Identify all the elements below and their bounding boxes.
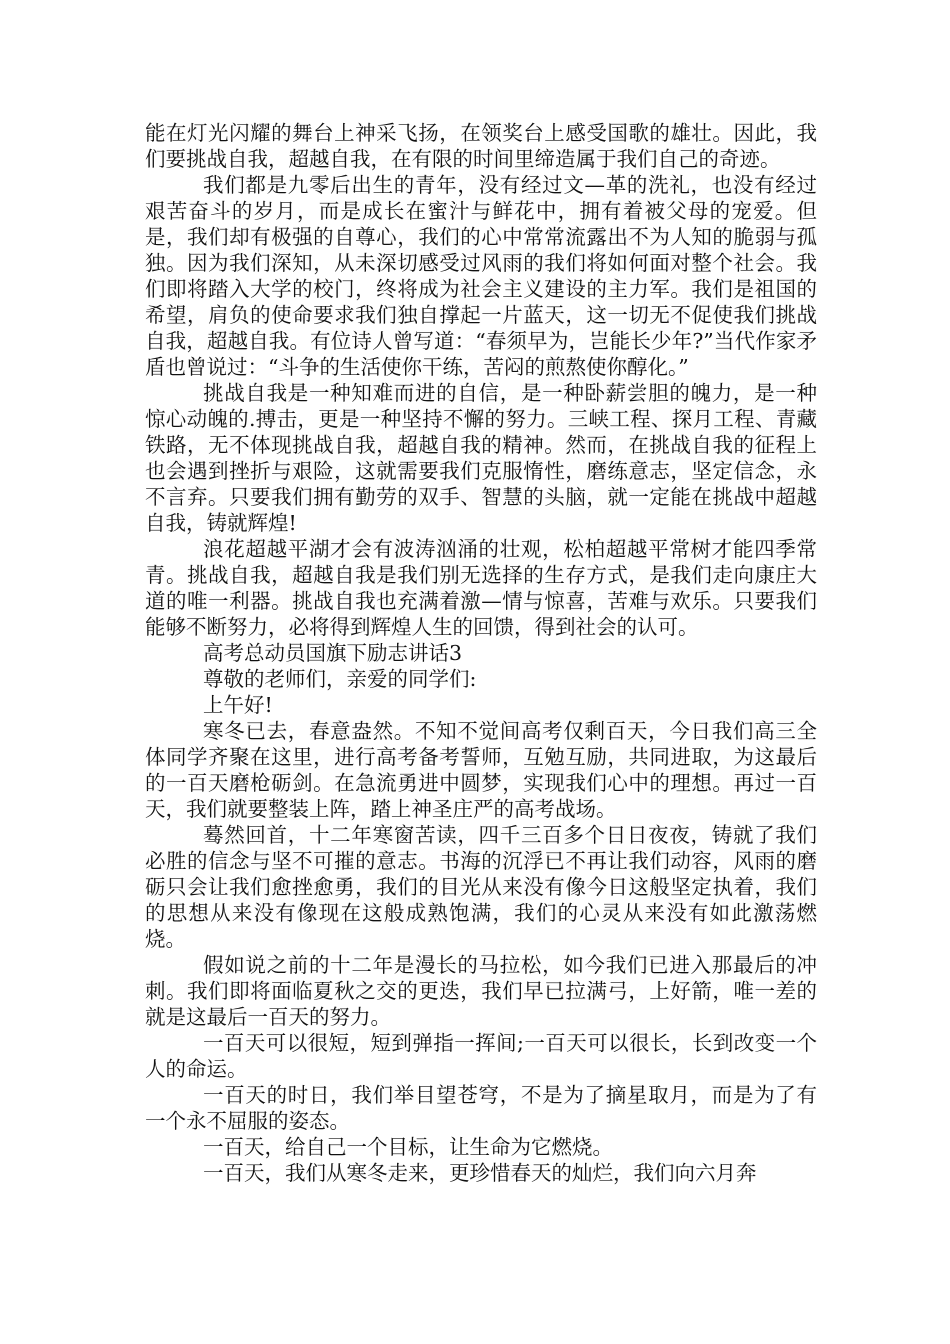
salutation: 尊敬的老师们，亲爱的同学们: [203, 667, 477, 691]
paragraph-3: 挑战自我是一种知难而进的自信，是一种卧薪尝胆的魄力，是一种惊心动魄的.搏击，更是一种坚持不懈的努力。三峡工程、探月工程、青藏铁路，无不体现挑战自我，超越自我的精神。然而，在挑战自我的征程上也会遇到挫折与艰险，这就需要我们克服惰性，磨练意志，坚定信念，永不言弃。只要我们拥有勤劳的双手、智慧的头脑，就一定能在挑战中超越自我，铸就辉煌! [145, 381, 817, 535]
paragraph-7: 假如说之前的十二年是漫长的马拉松，如今我们已进入那最后的冲刺。我们即将面临夏秋之交的更迭，我们早已拉满弓，上好箭，唯一差的就是这最后一百天的努力。 [145, 953, 817, 1029]
paragraph-1: 能在灯光闪耀的舞台上神采飞扬，在领奖台上感受国歌的雄壮。因此，我们要挑战自我，超越自我，在有限的时间里缔造属于我们自己的奇迹。 [145, 121, 817, 171]
paragraph-2: 我们都是九零后出生的青年，没有经过文—革的洗礼，也没有经过艰苦奋斗的岁月，而是成长在蜜汁与鲜花中，拥有着被父母的宠爱。但是，我们却有极强的自尊心，我们的心中常常流露出不为人知的脆弱与孤独。因为我们深知，从未深切感受过风雨的我们将如何面对整个社会。我们即将踏入大学的校门，终将成为社会主义建设的主力军。我们是祖国的希望，肩负的使命要求我们独自撑起一片蓝天，这一切无不促使我们挑战自我，超越自我。有位诗人曾写道：“春须早为，岂能长少年?”当代作家矛盾也曾说过：“斗争的生活使你干练，苦闷的煎熬使你醇化。” [145, 173, 817, 379]
paragraph-9: 一百天的时日，我们举目望苍穹，不是为了摘星取月，而是为了有一个永不屈服的姿态。 [145, 1083, 817, 1133]
paragraph-10: 一百天，给自己一个目标，让生命为它燃烧。 [203, 1135, 613, 1159]
paragraph-4: 浪花超越平湖才会有波涛汹涌的壮观，松柏超越平常树才能四季常青。挑战自我，超越自我是我们别无选择的生存方式，是我们走向康庄大道的唯一利器。挑战自我也充满着激—情与惊喜，苦难与欢乐。只要我们能够不断努力，必将得到辉煌人生的回馈，得到社会的认可。 [145, 537, 817, 639]
paragraph-11: 一百天，我们从寒冬走来，更珍惜春天的灿烂，我们向六月奔 [203, 1161, 757, 1185]
paragraph-6: 蓦然回首，十二年寒窗苦读，四千三百多个日日夜夜，铸就了我们必胜的信念与坚不可摧的意志。书海的沉浮已不再让我们动容，风雨的磨砺只会让我们愈挫愈勇，我们的目光从来没有像今日这般坚定执着，我们的思想从来没有像现在这般成熟饱满，我们的心灵从来没有如此激荡燃烧。 [145, 823, 817, 951]
document-body [145, 120, 817, 1186]
section-title: 高考总动员国旗下励志讲话3 [203, 641, 463, 665]
paragraph-5: 寒冬已去，春意盎然。不知不觉间高考仅剩百天，今日我们高三全体同学齐聚在这里，进行高考备考誓师，互勉互励，共同进取，为这最后的一百天磨枪砺剑。在急流勇进中圆梦，实现我们心中的理想。再过一百天，我们就要整装上阵，踏上神圣庄严的高考战场。 [145, 719, 817, 821]
paragraph-8: 一百天可以很短，短到弹指一挥间;一百天可以很长，长到改变一个人的命运。 [145, 1031, 817, 1081]
greeting: 上午好! [203, 693, 273, 717]
